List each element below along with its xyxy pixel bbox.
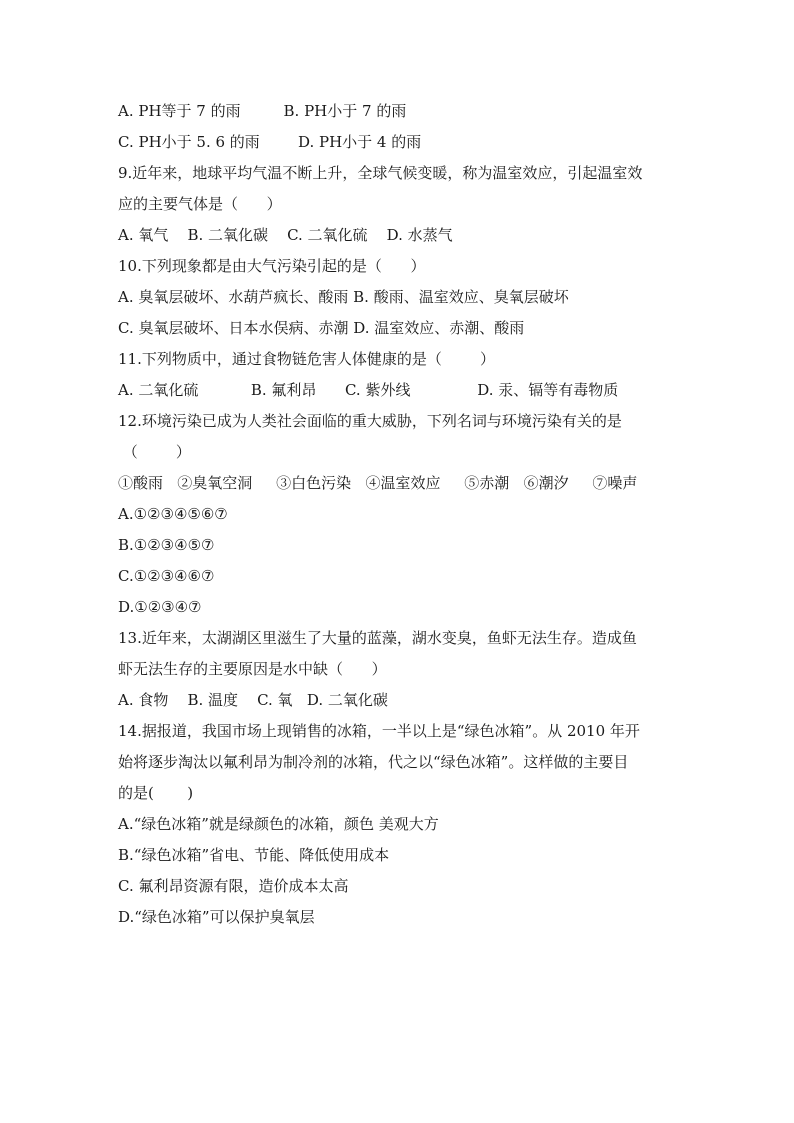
q10-options-cd: C. 臭氧层破坏、日本水俣病、赤潮 D. 温室效应、赤潮、酸雨 <box>118 319 525 337</box>
q12-stem-line1: 12.环境污染已成为人类社会面临的重大威胁，下列名词与环境污染有关的是 <box>118 412 622 430</box>
q10-stem: 10.下列现象都是由大气污染引起的是（ ） <box>118 257 426 275</box>
q9-options: A. 氧气 B. 二氧化碳 C. 二氧化硫 D. 水蒸气 <box>118 226 453 244</box>
q14-stem-line3: 的是( ) <box>118 784 194 802</box>
q11-options: A. 二氧化硫 B. 氟利昂 C. 紫外线 D. 汞、镉等有毒物质 <box>118 381 619 399</box>
q12-option-d: D.①②③④⑦ <box>118 598 202 616</box>
q8-options-ab: A. PH等于 7 的雨 B. PH小于 7 的雨 <box>118 102 407 120</box>
q14-stem-line2: 始将逐步淘汰以氟利昂为制冷剂的冰箱，代之以“绿色冰箱”。这样做的主要目 <box>118 753 629 771</box>
q12-option-c: C.①②③④⑥⑦ <box>118 567 215 585</box>
q9-stem-line2: 应的主要气体是（ ） <box>118 195 282 213</box>
q10-options-ab: A. 臭氧层破坏、水葫芦疯长、酸雨 B. 酸雨、温室效应、臭氧层破坏 <box>118 288 569 306</box>
q14-stem-line1: 14.据报道，我国市场上现销售的冰箱，一半以上是“绿色冰箱”。从 2010 年开 <box>118 722 640 740</box>
q14-option-a: A.“绿色冰箱”就是绿颜色的冰箱，颜色 美观大方 <box>118 815 439 833</box>
q12-option-b: B.①②③④⑤⑦ <box>118 536 215 554</box>
q11-stem: 11.下列物质中，通过食物链危害人体健康的是（ ） <box>118 350 496 368</box>
q13-stem-line2: 虾无法生存的主要原因是水中缺（ ） <box>118 660 387 678</box>
q9-stem-line1: 9.近年来，地球平均气温不断上升，全球气候变暖，称为温室效应，引起温室效 <box>118 164 643 182</box>
q12-items: ①酸雨 ②臭氧空洞 ③白色污染 ④温室效应 ⑤赤潮 ⑥潮汐 ⑦噪声 <box>118 474 638 492</box>
q12-option-a: A.①②③④⑤⑥⑦ <box>118 505 228 523</box>
q14-option-b: B.“绿色冰箱”省电、节能、降低使用成本 <box>118 846 390 864</box>
q14-option-d: D.“绿色冰箱”可以保护臭氧层 <box>118 908 315 926</box>
q12-stem-line2: （ ） <box>118 443 191 461</box>
document-page <box>118 96 678 933</box>
q8-options-cd: C. PH小于 5. 6 的雨 D. PH小于 4 的雨 <box>118 133 422 151</box>
q13-options: A. 食物 B. 温度 C. 氧 D. 二氧化碳 <box>118 691 388 709</box>
q13-stem-line1: 13.近年来，太湖湖区里滋生了大量的蓝藻，湖水变臭，鱼虾无法生存。造成鱼 <box>118 629 637 647</box>
q14-option-c: C. 氟利昂资源有限，造价成本太高 <box>118 877 349 895</box>
